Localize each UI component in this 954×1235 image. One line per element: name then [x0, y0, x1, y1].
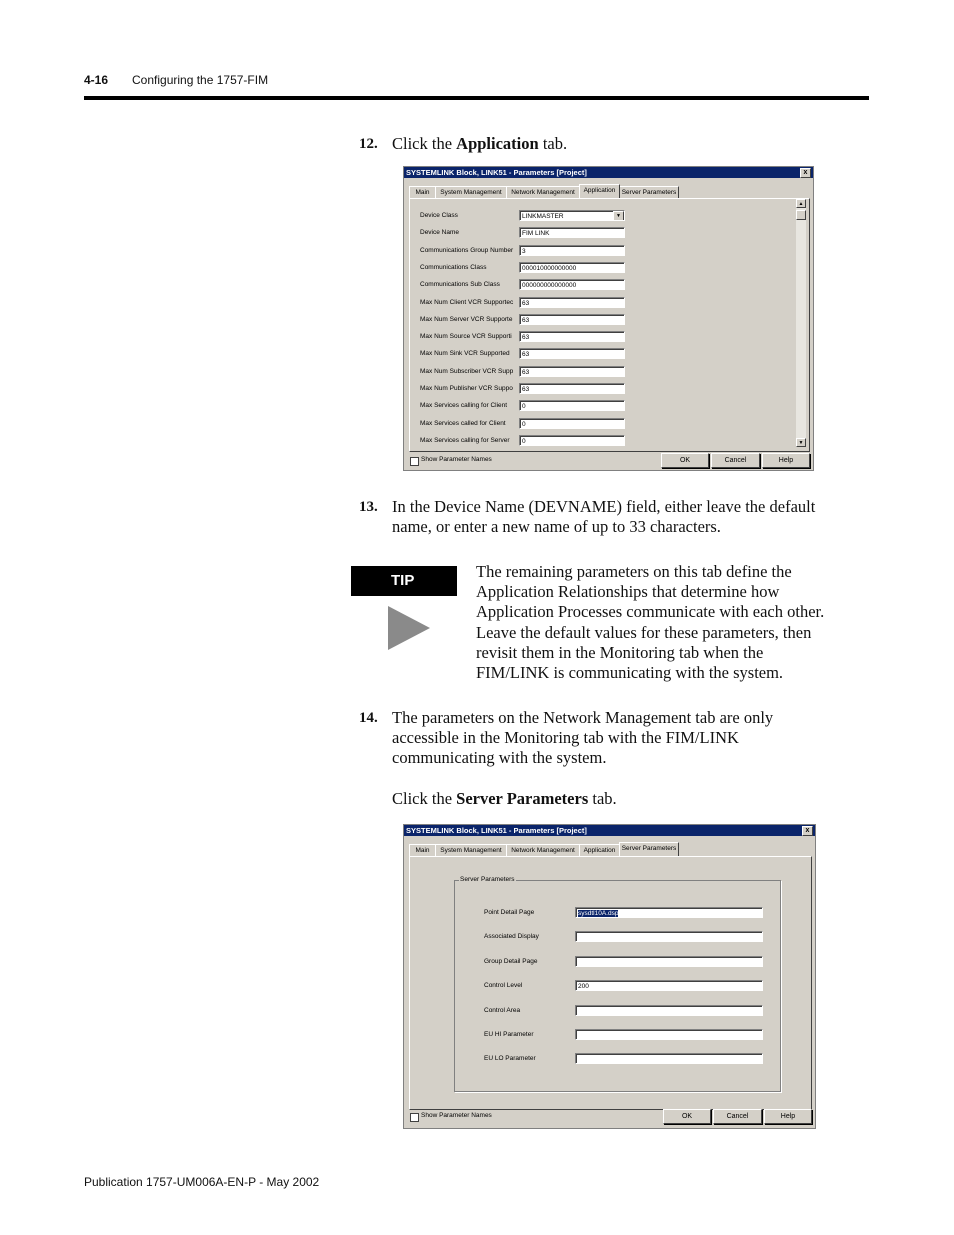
parameter-field[interactable]	[519, 383, 625, 394]
parameter-label: Device Name	[420, 229, 460, 237]
close-icon[interactable]: x	[802, 826, 813, 836]
server-parameter-value: sysdtl10A.dsp	[578, 910, 619, 917]
parameter-value: 63	[522, 386, 530, 393]
step-13-text: In the Device Name (DEVNAME) field, either leave the default name, or enter a new name of up to 33 characters.	[392, 497, 816, 537]
step-14-number: 14.	[359, 710, 378, 726]
server-parameter-field[interactable]	[575, 956, 763, 967]
parameter-label: Max Num Sink VCR Supported	[420, 350, 510, 358]
parameter-field[interactable]	[519, 245, 625, 256]
cancel-button[interactable]: Cancel	[713, 1109, 762, 1124]
server-parameter-field[interactable]	[575, 980, 763, 991]
help-button[interactable]: Help	[762, 453, 810, 468]
step-14-line: The parameters on the Network Management tab are only	[392, 708, 774, 727]
parameter-label: Max Services called for Client	[420, 419, 506, 427]
tab-application[interactable]: Application	[579, 184, 620, 198]
server-parameter-label: EU LO Parameter	[484, 1055, 536, 1063]
parameter-value: 000000000000000	[522, 282, 577, 290]
server-parameter-field[interactable]	[575, 907, 763, 918]
header-rule	[84, 96, 869, 100]
parameter-value: LINKMASTER	[522, 213, 564, 220]
parameter-value: 63	[522, 316, 530, 324]
server-parameter-field[interactable]	[575, 931, 763, 942]
server-parameter-field[interactable]	[575, 1053, 763, 1064]
scroll-up-icon[interactable]: ▲	[796, 199, 806, 208]
tab-main[interactable]: Main	[409, 844, 436, 856]
parameter-field[interactable]	[519, 227, 625, 238]
parameter-label: Max Services calling for Server	[420, 436, 510, 444]
close-icon[interactable]: x	[800, 168, 811, 178]
page-number: 4-16	[84, 73, 109, 87]
show-parameter-names-checkbox[interactable]	[410, 457, 419, 466]
show-parameter-names-label: Show Parameter Names	[421, 1112, 492, 1119]
device-class-dropdown[interactable]	[519, 210, 625, 221]
step-14-click-text: Click the Server Parameters tab.	[392, 789, 617, 808]
parameter-label: Max Num Publisher VCR Suppo	[420, 385, 513, 392]
server-parameter-label: Group Detail Page	[484, 957, 538, 965]
tip-line: revisit them in the Monitoring tab when the	[476, 642, 764, 662]
parameter-label: Max Services calling for Client	[420, 402, 508, 410]
server-parameter-field[interactable]	[575, 1005, 763, 1016]
parameter-value: 0	[522, 403, 526, 411]
tab-network-management[interactable]: Network Management	[506, 844, 580, 856]
ok-button[interactable]: OK	[663, 1109, 711, 1124]
parameter-field[interactable]	[519, 400, 625, 411]
parameter-label: Max Num Subscriber VCR Supp	[420, 367, 514, 375]
parameter-value: 63	[522, 368, 530, 376]
tab-main[interactable]: Main	[409, 186, 436, 198]
server-parameter-field[interactable]	[575, 1029, 763, 1040]
tab-server-parameters[interactable]: Server Parameters	[619, 186, 679, 198]
parameter-label: Communications Class	[420, 263, 487, 271]
parameter-label: Max Num Server VCR Supporte	[420, 315, 513, 323]
step-14-text	[392, 708, 773, 769]
parameter-value: FIM LINK	[522, 230, 550, 238]
tip-line: Leave the default values for these parameters, then	[476, 622, 812, 642]
tab-system-management[interactable]: System Management	[435, 844, 507, 856]
ok-button[interactable]: OK	[661, 453, 709, 468]
parameter-field[interactable]	[519, 366, 625, 377]
dialog-title-bar: SYSTEMLINK Block, LINK51 - Parameters [Project] x	[404, 825, 815, 836]
application-tab-dialog	[403, 166, 814, 471]
scroll-thumb[interactable]	[796, 210, 806, 220]
parameter-field[interactable]	[519, 297, 625, 308]
parameter-field[interactable]	[519, 418, 625, 429]
parameter-field[interactable]	[519, 435, 625, 446]
parameter-value: 63	[522, 351, 530, 359]
scroll-down-icon[interactable]: ▼	[796, 438, 806, 447]
tab-server-parameters[interactable]: Server Parameters	[619, 842, 679, 856]
parameter-field[interactable]	[519, 279, 625, 290]
server-parameter-label: Control Area	[484, 1006, 521, 1014]
parameter-label: Communications Group Number	[420, 246, 514, 254]
show-parameter-names-checkbox[interactable]	[410, 1113, 419, 1122]
tip-line: Application Processes communicate with each other.	[476, 602, 825, 622]
step-12-number: 12.	[359, 136, 378, 152]
parameter-field[interactable]	[519, 314, 625, 325]
parameter-label: Max Num Source VCR Supporti	[420, 333, 512, 341]
parameter-value: 000010000000000	[522, 264, 577, 272]
parameter-value: 3	[522, 247, 526, 255]
step-13-number: 13.	[359, 499, 378, 515]
server-parameter-label: Associated Display	[484, 933, 539, 941]
tip-arrow-icon	[388, 606, 430, 650]
cancel-button[interactable]: Cancel	[711, 453, 760, 468]
tip-label: TIP	[351, 566, 457, 596]
tab-application[interactable]: Application	[579, 844, 620, 856]
tip-line: The remaining parameters on this tab define the	[476, 562, 792, 581]
server-parameter-label: Point Detail Page	[484, 909, 535, 916]
tip-line: Application Relationships that determine how	[476, 582, 780, 602]
step-12-text: Click the Application tab.	[392, 134, 568, 153]
publication-footer: Publication 1757-UM006A-EN-P - May 2002	[84, 1175, 320, 1189]
chevron-down-icon[interactable]: ▼	[613, 211, 624, 221]
parameter-value: 0	[522, 437, 526, 445]
chapter-title: Configuring the 1757-FIM	[132, 73, 269, 87]
parameter-field[interactable]	[519, 348, 625, 359]
parameter-value: 63	[522, 299, 530, 307]
tip-text	[476, 562, 824, 683]
server-parameter-value: 200	[578, 983, 589, 991]
server-parameters-dialog	[403, 824, 816, 1129]
step-14-line: accessible in the Monitoring tab with the FIM/LINK	[392, 728, 739, 748]
tip-line: FIM/LINK is communicating with the system.	[476, 663, 784, 683]
help-button[interactable]: Help	[764, 1109, 812, 1124]
tab-network-management[interactable]: Network Management	[506, 186, 580, 198]
server-parameter-label: Control Level	[484, 982, 523, 990]
dialog-title-bar: SYSTEMLINK Block, LINK51 - Parameters [Project] x	[404, 167, 813, 178]
step-14-line: communicating with the system.	[392, 748, 607, 768]
parameter-value: 0	[522, 420, 526, 428]
parameter-field[interactable]	[519, 262, 625, 273]
vertical-scrollbar[interactable]	[796, 199, 806, 447]
show-parameter-names-label: Show Parameter Names	[421, 456, 492, 463]
tab-system-management[interactable]: System Management	[435, 186, 507, 198]
server-parameter-label: EU HI Parameter	[484, 1031, 534, 1038]
parameter-label: Max Num Client VCR Supportec	[420, 298, 514, 306]
group-title: Server Parameters	[460, 876, 515, 883]
parameter-label: Communications Sub Class	[420, 281, 500, 289]
parameter-label: Device Class	[420, 212, 458, 219]
parameter-value: 63	[522, 334, 530, 342]
parameter-field[interactable]	[519, 331, 625, 342]
